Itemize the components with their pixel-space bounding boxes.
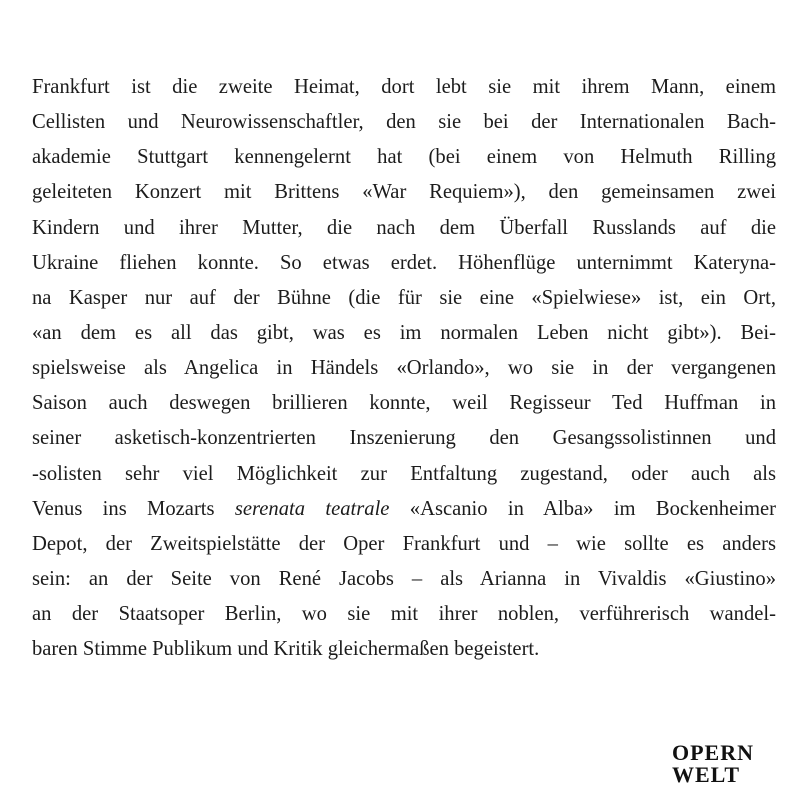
opernwelt-logo <box>672 742 768 786</box>
text-line: «an dem es all das gibt, was es im normalen Leben nicht gibt»). Bei- <box>32 321 776 344</box>
text-line: sein: an der Seite von René Jacobs – als Arianna in Vivaldis «Giustino» <box>32 567 776 590</box>
logo-line-opern: OPERN <box>672 740 754 765</box>
text-line: Frankfurt ist die zweite Heimat, dort lebt sie mit ihrem Mann, einem <box>32 76 776 98</box>
text-line: Ukraine fliehen konnte. So etwas erdet. Höhenflüge unternimmt Kateryna- <box>32 251 776 274</box>
italic-term: serenata teatrale <box>234 497 390 520</box>
article-text <box>32 70 776 667</box>
text-line-last: baren Stimme Publikum und Kritik gleichermaßen begeistert. <box>32 638 540 661</box>
text-line: geleiteten Konzert mit Brittens «War Requiem»), den gemeinsamen zwei <box>32 181 776 204</box>
text-line-mixed <box>32 492 776 527</box>
text-segment: «Ascanio in Alba» im Bockenheimer <box>389 497 776 520</box>
text-line: seiner asketisch-konzentrierten Inszenierung den Gesangssolistinnen und <box>32 427 776 450</box>
text-line: spielsweise als Angelica in Händels «Orlando», wo sie in der vergangenen <box>32 357 776 380</box>
text-line: akademie Stuttgart kennengelernt hat (bei einem von Helmuth Rilling <box>32 146 776 169</box>
text-segment: Venus ins Mozarts <box>32 497 235 520</box>
text-line: Kindern und ihrer Mutter, die nach dem Überfall Russlands auf die <box>32 216 776 239</box>
text-line: an der Staatsoper Berlin, wo sie mit ihrer noblen, verführerisch wandel- <box>32 603 776 626</box>
text-line: Saison auch deswegen brillieren konnte, weil Regisseur Ted Huffman in <box>32 392 776 415</box>
text-line: Depot, der Zweitspielstätte der Oper Frankfurt und – wie sollte es anders <box>32 532 776 555</box>
text-line: na Kasper nur auf der Bühne (die für sie eine «Spielwiese» ist, ein Ort, <box>32 286 776 309</box>
logo-line-welt: WELT <box>672 762 741 787</box>
text-line: Cellisten und Neurowissenschaftler, den sie bei der Internationalen Bach- <box>32 111 776 134</box>
text-line: -solisten sehr viel Möglichkeit zur Entfaltung zugestand, oder auch als <box>32 462 776 485</box>
